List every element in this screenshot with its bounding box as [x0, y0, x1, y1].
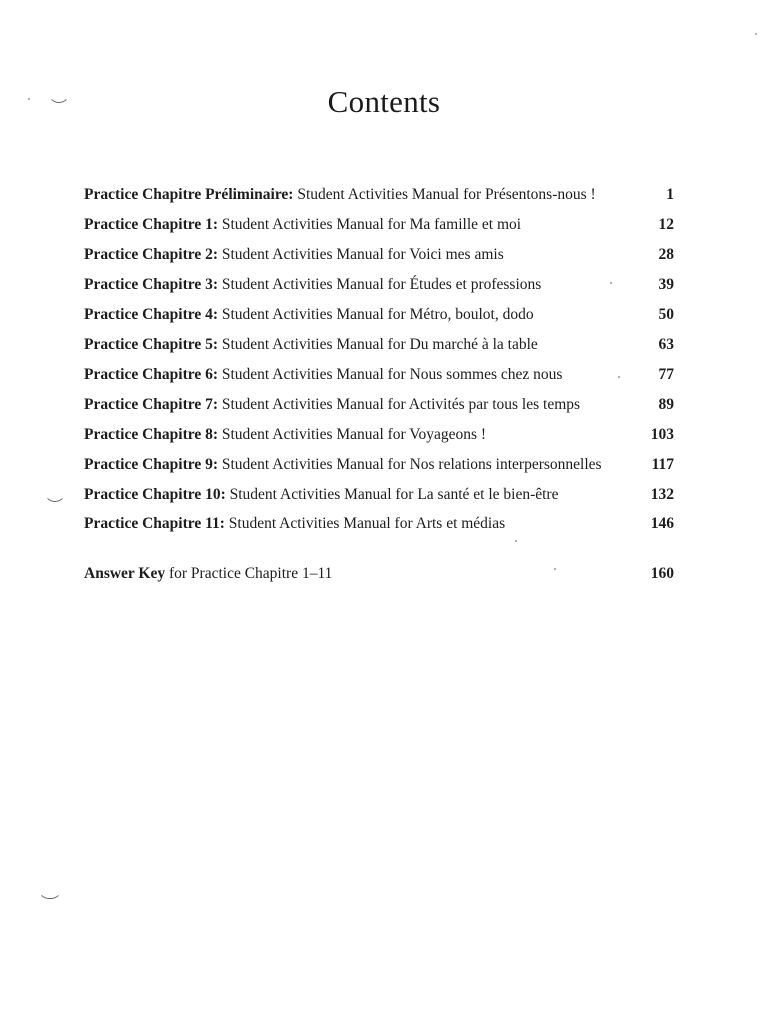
toc-entry-label: Practice Chapitre 5:: [84, 336, 218, 353]
toc-entry-page: 39: [658, 276, 674, 293]
toc-entry-label: Practice Chapitre 9:: [84, 456, 218, 473]
toc-entry-page: 28: [658, 246, 674, 263]
toc-entry: [84, 513, 674, 535]
toc-entry: [84, 424, 674, 446]
toc-entry-page: 103: [650, 426, 674, 443]
toc-entry-description: Student Activities Manual for Ma famille et moi: [221, 216, 522, 233]
toc-entry-description: Student Activities Manual for Activités par tous les temps: [221, 396, 581, 413]
toc-entry: [84, 454, 674, 476]
toc-entry-page: 89: [658, 396, 674, 413]
scan-speck: [610, 282, 612, 284]
toc-entry-page: 77: [658, 366, 674, 383]
toc-entry-description: Student Activities Manual for Voici mes amis: [221, 246, 504, 263]
toc-entry-page: 132: [650, 486, 674, 503]
toc-entry-label: Practice Chapitre 10:: [84, 486, 226, 503]
toc-entry-description: Student Activities Manual for Métro, boulot, dodo: [221, 306, 534, 323]
toc-entry-label: Practice Chapitre Préliminaire:: [84, 186, 294, 203]
answer-key-page: 160: [650, 565, 674, 582]
scan-speck: [28, 98, 30, 100]
toc-entry-label: Practice Chapitre 8:: [84, 426, 218, 443]
toc-entry-label: Practice Chapitre 3:: [84, 276, 218, 293]
toc-entry: [84, 184, 674, 206]
toc-entry: [84, 394, 674, 416]
toc-entry-page: 12: [658, 216, 674, 233]
scan-speck: [755, 33, 757, 35]
toc-entry-label: Practice Chapitre 2:: [84, 246, 218, 263]
toc-entry-label: Practice Chapitre 6:: [84, 366, 218, 383]
toc-entry-page: 146: [650, 515, 674, 532]
toc-entry: [84, 484, 674, 506]
toc-entry: [84, 244, 674, 266]
toc-entry-description: Student Activities Manual for Voyageons !: [221, 426, 487, 443]
answer-key-description: for Practice Chapitre 1–11: [168, 565, 333, 582]
page-title: Contents: [327, 84, 441, 119]
toc-entry-description: Student Activities Manual for La santé et le bien-être: [229, 486, 559, 503]
toc-entry: [84, 274, 674, 296]
scan-speck: [515, 540, 517, 542]
toc-entry: [84, 334, 674, 356]
toc-entry-page: 50: [658, 306, 674, 323]
answer-key-label: Answer Key: [84, 565, 166, 582]
punch-hole-mark: [44, 491, 66, 502]
toc-entry-page: 1: [666, 186, 674, 203]
toc-entry-page: 63: [658, 336, 674, 353]
toc-entry-label: Practice Chapitre 4:: [84, 306, 218, 323]
toc-entry-description: Student Activities Manual for Nos relations interpersonnelles: [221, 456, 602, 473]
toc-entry-page: 117: [651, 456, 674, 473]
toc-entry-description: Student Activities Manual for Nous sommes chez nous: [221, 366, 563, 383]
toc-entry-description: Student Activities Manual for Présentons-nous !: [297, 186, 596, 203]
toc-entry: [84, 214, 674, 236]
toc-entry: [84, 364, 674, 386]
toc-entry-description: Student Activities Manual for Études et professions: [221, 276, 542, 293]
answer-key-entry: [84, 563, 674, 585]
toc-entry-label: Practice Chapitre 1:: [84, 216, 218, 233]
toc-entry-description: Student Activities Manual for Du marché à la table: [221, 336, 538, 353]
toc-entry-description: Student Activities Manual for Arts et médias: [228, 515, 506, 532]
punch-hole-mark: [38, 888, 62, 899]
toc-entry: [84, 304, 674, 326]
scan-speck: [618, 376, 620, 378]
toc-entry-label: Practice Chapitre 7:: [84, 396, 218, 413]
toc-entry-label: Practice Chapitre 11:: [84, 515, 225, 532]
scan-speck: [554, 568, 556, 570]
